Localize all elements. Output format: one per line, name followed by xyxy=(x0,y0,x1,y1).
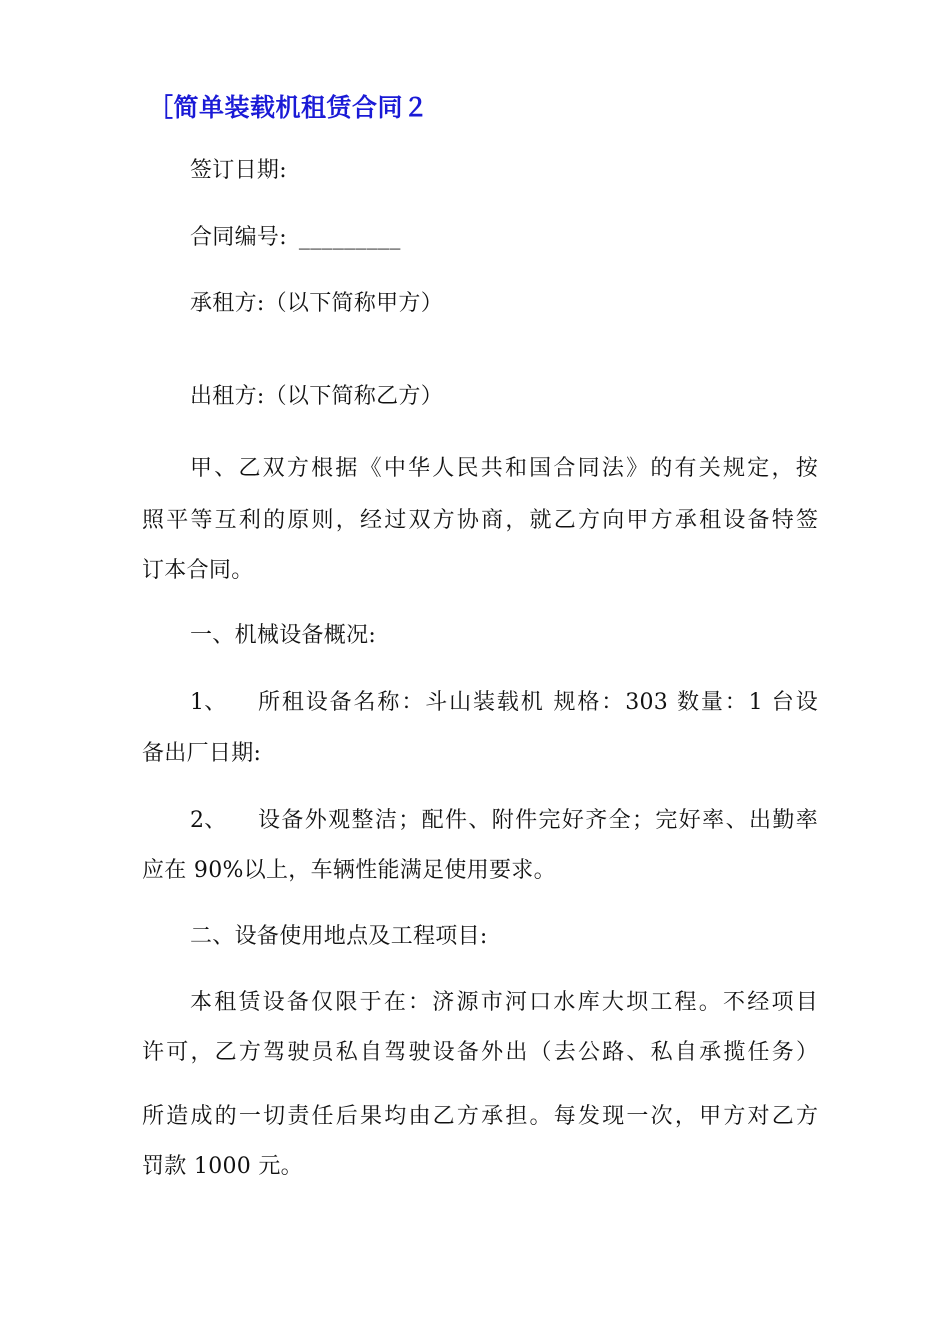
section-2-line-2: 许可，乙方驾驶员私自驾驶设备外出（去公路、私自承揽任务） xyxy=(142,1040,818,1065)
document-title: ［简单装载机租赁合同２ xyxy=(148,93,429,122)
item-2-line-1: 设备外观整洁；配件、附件完好齐全；完好率、出勤率 xyxy=(258,808,818,833)
item-1-line-2: 备出厂日期: xyxy=(142,741,262,766)
intro-line-2: 照平等互利的原则，经过双方协商，就乙方向甲方承租设备特签 xyxy=(142,508,818,533)
section-1-heading: 一、机械设备概况: xyxy=(190,623,377,648)
sign-date-label: 签订日期: xyxy=(190,158,287,183)
item-1-number: 1、 xyxy=(190,690,227,715)
contract-number-blank: _________ xyxy=(298,225,401,250)
section-2-heading: 二、设备使用地点及工程项目: xyxy=(190,924,488,949)
section-2-line-1: 本租赁设备仅限于在：济源市河口水库大坝工程。不经项目 xyxy=(190,990,818,1015)
lessee-line: 承租方:（以下简称甲方） xyxy=(190,291,444,316)
item-2-number: 2、 xyxy=(190,808,227,833)
contract-number-line xyxy=(190,223,401,253)
lessor-line: 出租方:（以下简称乙方） xyxy=(190,384,444,409)
contract-number-label: 合同编号: xyxy=(190,225,287,250)
intro-line-1: 甲、乙双方根据《中华人民共和国合同法》的有关规定，按 xyxy=(190,456,818,481)
item-2-line-2: 应在 90%以上，车辆性能满足使用要求。 xyxy=(142,858,556,883)
item-1-line-1: 所租设备名称：斗山装载机 规格：303 数量：1 台设 xyxy=(258,690,818,715)
intro-line-3: 订本合同。 xyxy=(142,558,254,583)
section-2-line-4: 罚款 1000 元。 xyxy=(142,1154,303,1179)
section-2-line-3: 所造成的一切责任后果均由乙方承担。每发现一次，甲方对乙方 xyxy=(142,1104,818,1129)
